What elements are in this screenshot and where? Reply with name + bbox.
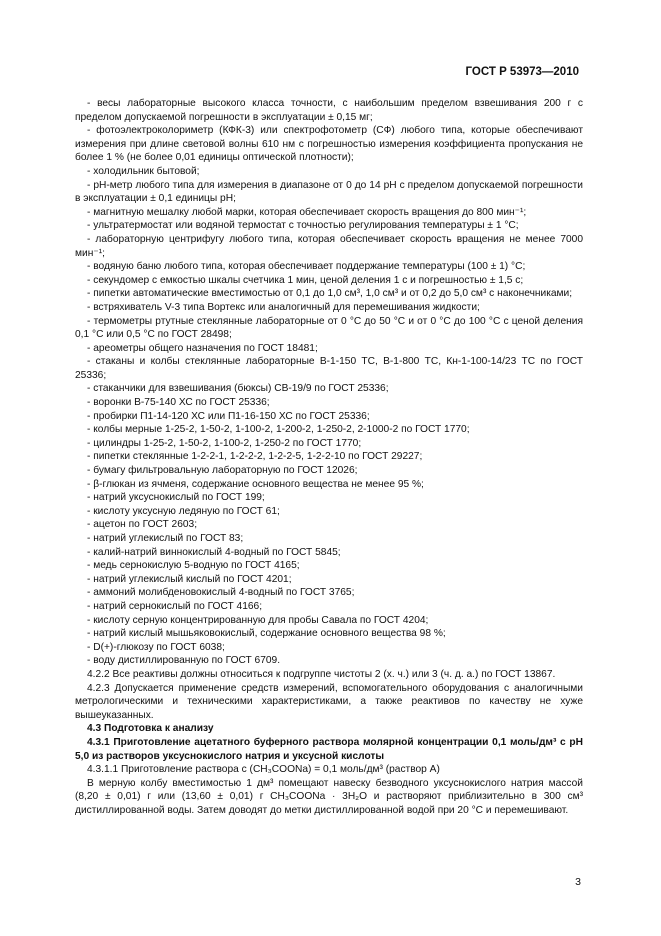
list-item: - пипетки стеклянные 1-2-2-1, 1-2-2-2, 1-2-2-5, 1-2-2-10 по ГОСТ 29227; — [87, 451, 423, 463]
list-item: - натрий сернокислый по ГОСТ 4166; — [87, 600, 263, 612]
list-item: - кислоту серную концентрированную для пробы Савала по ГОСТ 4204; — [87, 614, 429, 626]
list-item: - секундомер с емкостью шкалы счетчика 1 мин, ценой деления 1 с и погрешностью ± 1,5 с; — [87, 274, 524, 286]
document-body — [75, 97, 583, 817]
list-item: - встряхиватель V-3 типа Вортекс или аналогичный для перемешивания жидкости; — [87, 301, 480, 313]
list-item: - D(+)-глюкозу по ГОСТ 6038; — [87, 641, 225, 653]
standard-number: ГОСТ Р 53973—2010 — [465, 66, 579, 78]
list-item: - воронки В-75-140 ХС по ГОСТ 25336; — [87, 397, 270, 409]
list-item: - β-глюкан из ячменя, содержание основного вещества не менее 95 %; — [87, 478, 424, 490]
list-item: - пробирки П1-14-120 ХС или П1-16-150 ХС по ГОСТ 25336; — [87, 410, 370, 422]
list-item: - фотоэлектроколориметр (КФК-3) или спектрофотометр (СФ) любого типа, которые обеспечивают измерения при длине световой волны 610 нм с погрешностью измерения коэффициента пропускания не более 1 % (не более 0,01 единицы оптической плотности); — [75, 125, 583, 164]
list-item: - лабораторную центрифугу любого типа, которая обеспечивает скорость вращения не менее 7000 мин⁻¹; — [75, 233, 583, 259]
list-item: - медь сернокислую 5-водную по ГОСТ 4165; — [87, 560, 300, 572]
list-item: - колбы мерные 1-25-2, 1-50-2, 1-100-2, 1-200-2, 1-250-2, 2-1000-2 по ГОСТ 1770; — [87, 424, 470, 436]
list-item: - натрий кислый мышьяковокислый, содержание основного вещества 98 %; — [87, 628, 446, 640]
list-item: - ультратермостат или водяной термостат с точностью регулирования температуры ± 1 °С; — [87, 220, 519, 232]
list-item: - кислоту уксусную ледяную по ГОСТ 61; — [87, 505, 280, 517]
list-item: - весы лабораторные высокого класса точности, с наибольшим пределом взвешивания 200 г с пределом допускаемой погрешности в эксплуатации ± 0,15 мг; — [75, 98, 583, 123]
list-item: - ареометры общего назначения по ГОСТ 18481; — [87, 342, 318, 354]
list-item: - аммоний молибденовокислый 4-водный по ГОСТ 3765; — [87, 587, 355, 599]
list-item: - термометры ртутные стеклянные лабораторные от 0 °С до 50 °С и от 0 °С до 100 °С с ценой деления 0,1 °С или 0,5 °С по ГОСТ 28498; — [75, 315, 583, 341]
paragraph-4-2-3: 4.2.3 Допускается применение средств измерений, вспомогательного оборудования с аналогичными метрологическими и техническими характеристиками, а также реактивов по качеству не хуже вышеуказанных. — [75, 682, 583, 721]
list-item: - ацетон по ГОСТ 2603; — [87, 519, 198, 531]
list-item: - пипетки автоматические вместимостью от 0,1 до 1,0 см³, 1,0 см³ и от 0,2 до 5,0 см³ с наконечниками; — [87, 288, 573, 300]
list-item: - натрий углекислый по ГОСТ 83; — [87, 533, 244, 544]
section-heading: 4.3 Подготовка к анализу — [87, 723, 214, 735]
list-item: - рН-метр любого типа для измерения в диапазоне от 0 до 14 рН с пределом допускаемой погрешности в эксплуатации ± 0,1 единицы рН; — [75, 179, 583, 205]
list-item: - магнитную мешалку любой марки, которая обеспечивает скорость вращения до 800 мин⁻¹; — [87, 206, 527, 218]
list-item: - стаканчики для взвешивания (бюксы) СВ-19/9 по ГОСТ 25336; — [87, 383, 389, 395]
list-item: - цилиндры 1-25-2, 1-50-2, 1-100-2, 1-250-2 по ГОСТ 1770; — [87, 437, 362, 449]
page-number: 3 — [575, 876, 581, 888]
list-item: - стаканы и колбы стеклянные лабораторные В-1-150 ТС, В-1-800 ТС, Кн-1-100-14/23 ТС по ГОСТ 25336; — [75, 356, 583, 381]
list-item: - бумагу фильтровальную лабораторную по ГОСТ 12026; — [87, 465, 358, 477]
paragraph-4-2-2: 4.2.2 Все реактивы должны относиться к подгруппе чистоты 2 (х. ч.) или 3 (ч. д. а.) по ГОСТ 13867. — [87, 668, 556, 680]
subsection-heading: 4.3.1 Приготовление ацетатного буферного раствора молярной концентрации 0,1 моль/дм³ с рН 5,0 из растворов уксуснокислого натрия и уксусной кислоты — [75, 736, 583, 762]
list-item: - водяную баню любого типа, которая обеспечивает поддержание температуры (100 ± 1) °С; — [87, 261, 526, 273]
paragraph-4-3-1-1: 4.3.1.1 Приготовление раствора с (CH₃COONa) = 0,1 моль/дм³ (раствор А) — [87, 764, 440, 776]
list-item: - холодильник бытовой; — [87, 165, 200, 177]
paragraph-procedure: В мерную колбу вместимостью 1 дм³ помещают навеску безводного уксуснокислого натрия массой (8,20 ± 0,01) г или (13,60 ± 0,01) г CH₃COONa · 3H₂O и растворяют приблизительно в 300 см³ дистиллированной воды. Затем доводят до метки дистиллированной водой при 20 °С и перемешивают. — [75, 777, 583, 816]
list-item: - натрий уксуснокислый по ГОСТ 199; — [87, 492, 265, 504]
list-item: - воду дистиллированную по ГОСТ 6709. — [87, 655, 281, 667]
list-item: - калий-натрий виннокислый 4-водный по ГОСТ 5845; — [87, 546, 341, 558]
list-item: - натрий углекислый кислый по ГОСТ 4201; — [87, 573, 292, 585]
